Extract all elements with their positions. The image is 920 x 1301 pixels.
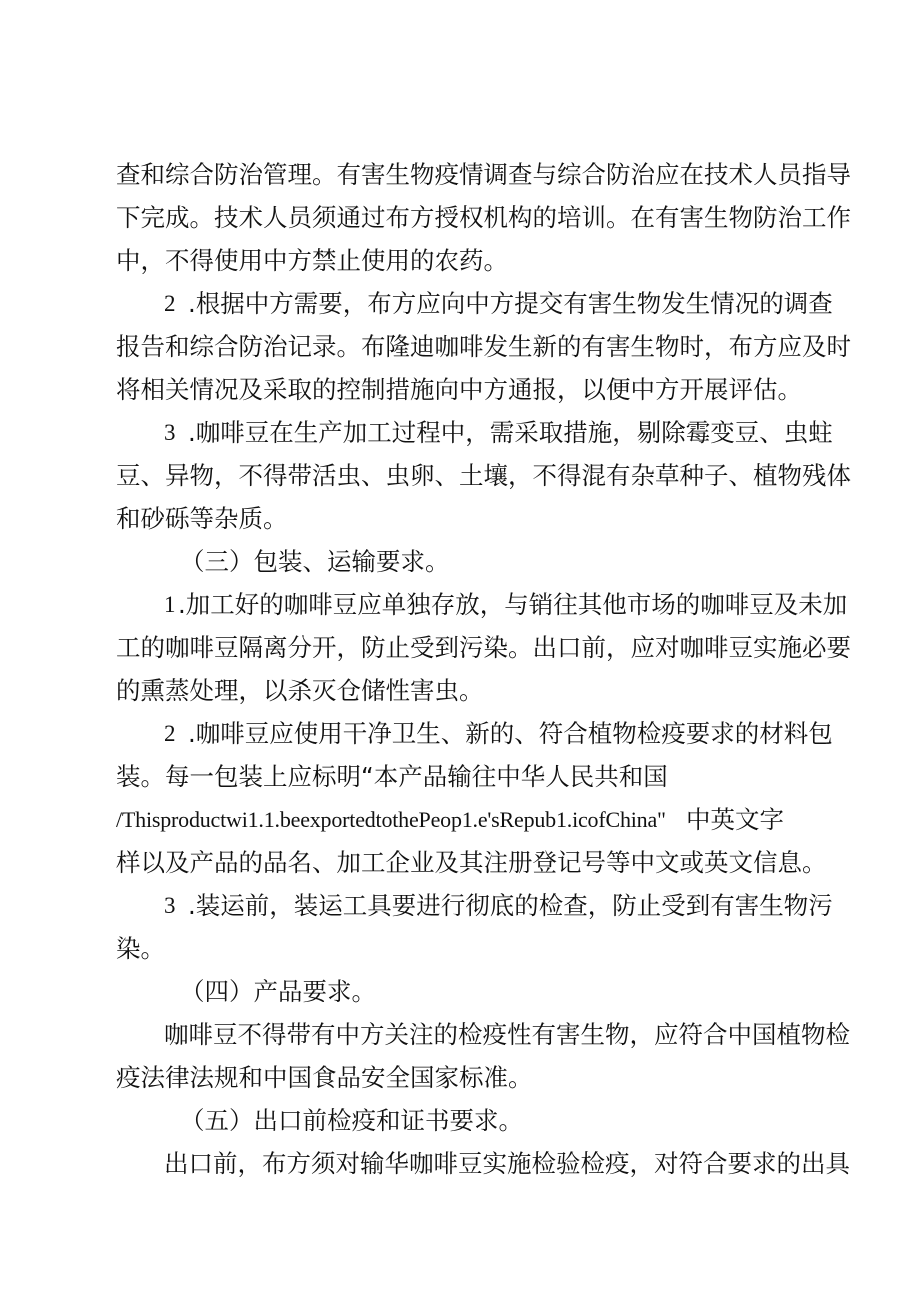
paragraph-line — [0, 884, 920, 928]
paragraph-line — [0, 1013, 920, 1057]
item-number: 3 — [164, 893, 176, 918]
text-run: 咖啡豆不得带有中方关注的检疫性有害生物，应符合中国植物检 — [164, 1020, 850, 1049]
heading-text: （四）产品要求。 — [180, 977, 376, 1006]
section-heading — [0, 540, 920, 584]
text-run: 和砂砾等杂质。 — [116, 504, 288, 533]
item-number: 2 — [164, 291, 176, 316]
item-number: 3 — [164, 420, 176, 445]
text-run: 疫法律法规和中国食品安全国家标准。 — [116, 1063, 533, 1092]
text-run: 出口前，布方须对输华咖啡豆实施检验检疫，对符合要求的出具 — [164, 1149, 850, 1178]
paragraph-line — [0, 841, 920, 885]
paragraph-line — [0, 411, 920, 455]
paragraph-line — [0, 368, 920, 412]
paragraph-line — [0, 454, 920, 498]
paragraph-line — [0, 196, 920, 240]
text-run: 下完成。技术人员须通过布方授权机构的培训。在有害生物防治工作 — [116, 203, 851, 232]
text-run: 工的咖啡豆隔离分开，防止受到污染。出口前，应对咖啡豆实施必要 — [116, 633, 851, 662]
text-run: .咖啡豆在生产加工过程中，需采取措施，剔除霉变豆、虫蛀 — [188, 418, 833, 447]
section-heading — [0, 970, 920, 1014]
item-number: 2 — [164, 721, 176, 746]
text-run: 查和综合防治管理。有害生物疫情调查与综合防治应在技术人员指导 — [116, 160, 851, 189]
paragraph-line — [0, 583, 920, 627]
heading-text: （五）出口前检疫和证书要求。 — [180, 1106, 523, 1135]
text-run: 将相关情况及采取的控制措施向中方通报，以便中方开展评估。 — [116, 375, 802, 404]
section-heading — [0, 1099, 920, 1143]
text-run: 中英文字 — [686, 805, 784, 834]
text-run: .咖啡豆应使用干净卫生、新的、符合植物检疫要求的材料包 — [188, 719, 833, 748]
paragraph-line — [0, 325, 920, 369]
paragraph-line — [0, 755, 920, 799]
text-run: .根据中方需要，布方应向中方提交有害生物发生情况的调查 — [188, 289, 833, 318]
paragraph-line — [0, 626, 920, 670]
paragraph-line — [0, 239, 920, 283]
paragraph-line — [0, 798, 920, 842]
text-run: 装。每一包装上应标明“本产品输往中华人民共和国 — [116, 762, 668, 791]
paragraph-line — [0, 1056, 920, 1100]
heading-text: （三）包装、运输要求。 — [180, 547, 450, 576]
text-run: 报告和综合防治记录。布隆迪咖啡发生新的有害生物时，布方应及时 — [116, 332, 851, 361]
english-text-run: /Thisproductwi1.1.beexportedtothePeop1.e'sRepub1.icofChina" — [116, 807, 666, 832]
paragraph-line — [0, 927, 920, 971]
text-run: 豆、异物，不得带活虫、虫卵、土壤，不得混有杂草种子、植物残体 — [116, 461, 851, 490]
text-run: 染。 — [116, 934, 165, 963]
text-run: 中，不得使用中方禁止使用的农药。 — [116, 246, 508, 275]
paragraph-line — [0, 669, 920, 713]
text-run: 样以及产品的品名、加工企业及其注册登记号等中文或英文信息。 — [116, 848, 827, 877]
item-number: 1 — [164, 592, 176, 617]
text-run: .加工好的咖啡豆应单独存放，与销往其他市场的咖啡豆及未加 — [178, 590, 848, 619]
paragraph-line — [0, 712, 920, 756]
text-run: 的熏蒸处理，以杀灭仓储性害虫。 — [116, 676, 484, 705]
paragraph-line — [0, 282, 920, 326]
paragraph-line — [0, 153, 920, 197]
text-run: .装运前，装运工具要进行彻底的检查，防止受到有害生物污 — [188, 891, 833, 920]
paragraph-line — [0, 497, 920, 541]
paragraph-line — [0, 1142, 920, 1186]
